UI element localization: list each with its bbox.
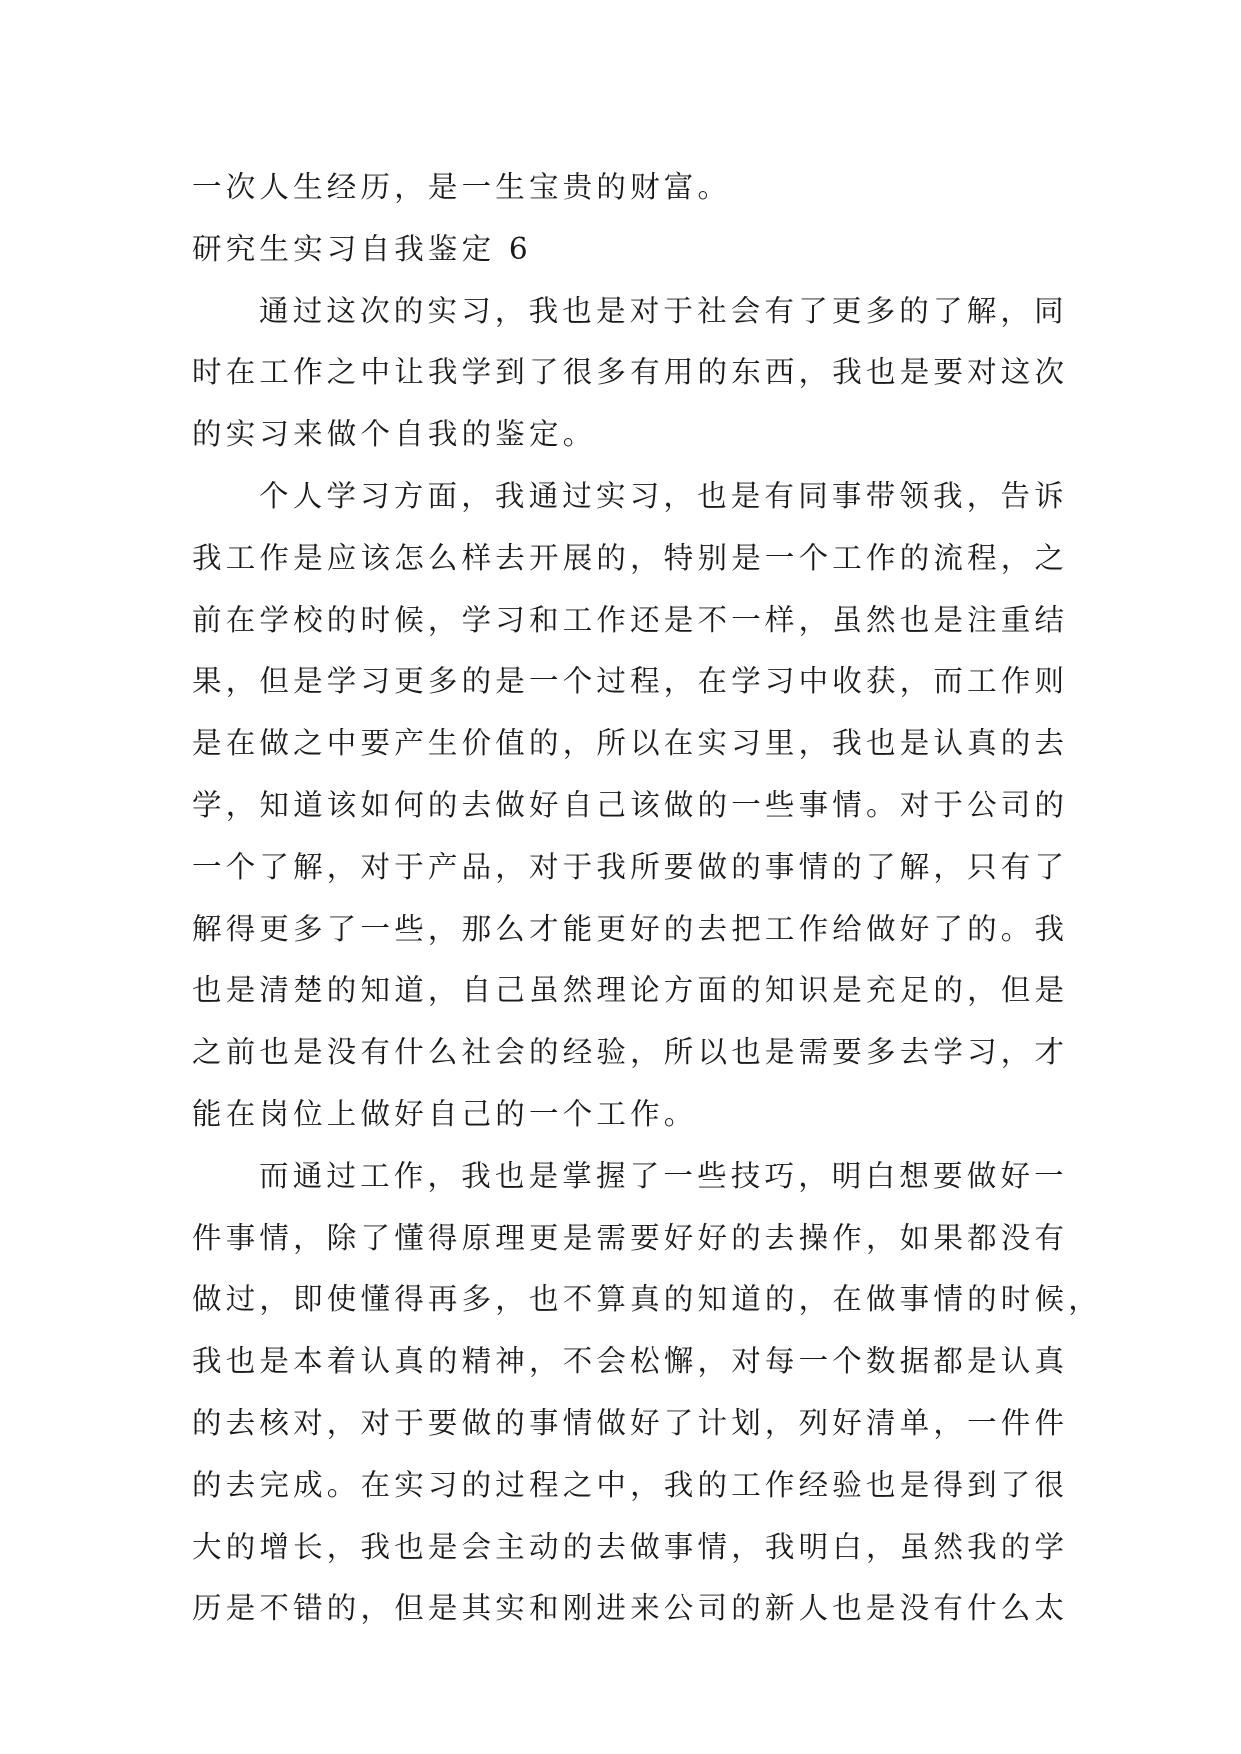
paragraph-line: 的实习来做个自我的鉴定。 [192,417,597,452]
paragraph-3 [192,1146,1102,1640]
section-title: 研究生实习自我鉴定 6 [192,231,532,266]
paragraph-line: 我工作是应该怎么样去开展的，特别是一个工作的流程，之 [192,540,1069,575]
paragraph-line: 我也是本着认真的精神，不会松懈，对每一个数据都是认真 [192,1344,1069,1379]
paragraph-line: 之前也是没有什么社会的经验，所以也是需要多去学习，才 [192,1035,1069,1070]
paragraph-line: 而通过工作，我也是掌握了一些技巧，明白想要做好一 [259,1158,1068,1193]
document-body [192,157,1102,1640]
paragraph-line: 解得更多了一些，那么才能更好的去把工作给做好了的。我 [192,911,1069,946]
paragraph-line: 个人学习方面，我通过实习，也是有同事带领我，告诉 [259,478,1068,513]
paragraph-line: 时在工作之中让我学到了很多有用的东西，我也是要对这次 [192,355,1069,390]
paragraph-line: 的去核对，对于要做的事情做好了计划，列好清单，一件件 [192,1405,1069,1440]
paragraph-line: 果，但是学习更多的是一个过程，在学习中收获，而工作则 [192,664,1069,699]
paragraph-line: 的去完成。在实习的过程之中，我的工作经验也是得到了很 [192,1467,1069,1502]
paragraph-line: 是在做之中要产生价值的，所以在实习里，我也是认真的去 [192,726,1069,761]
paragraph-line: 大的增长，我也是会主动的去做事情，我明白，虽然我的学 [192,1529,1069,1564]
paragraph-line: 通过这次的实习，我也是对于社会有了更多的了解，同 [259,293,1068,328]
paragraph-line: 做过，即使懂得再多，也不算真的知道的，在做事情的时候， [192,1282,1102,1317]
paragraph-line: 前在学校的时候，学习和工作还是不一样，虽然也是注重结 [192,602,1069,637]
paragraph-line: 也是清楚的知道，自己虽然理论方面的知识是充足的，但是 [192,973,1069,1008]
paragraph-line: 学，知道该如何的去做好自己该做的一些事情。对于公司的 [192,787,1069,822]
paragraph-1 [192,281,1069,466]
paragraph-line: 件事情，除了懂得原理更是需要好好的去操作，如果都没有 [192,1220,1069,1255]
paragraph-line: 历是不错的，但是其实和刚进来公司的新人也是没有什么太 [192,1591,1069,1626]
paragraph-2 [192,466,1069,1146]
paragraph-line: 一个了解，对于产品，对于我所要做的事情的了解，只有了 [192,849,1069,884]
lead-line: 一次人生经历，是一生宝贵的财富。 [192,170,732,204]
paragraph-line: 能在岗位上做好自己的一个工作。 [192,1096,698,1131]
